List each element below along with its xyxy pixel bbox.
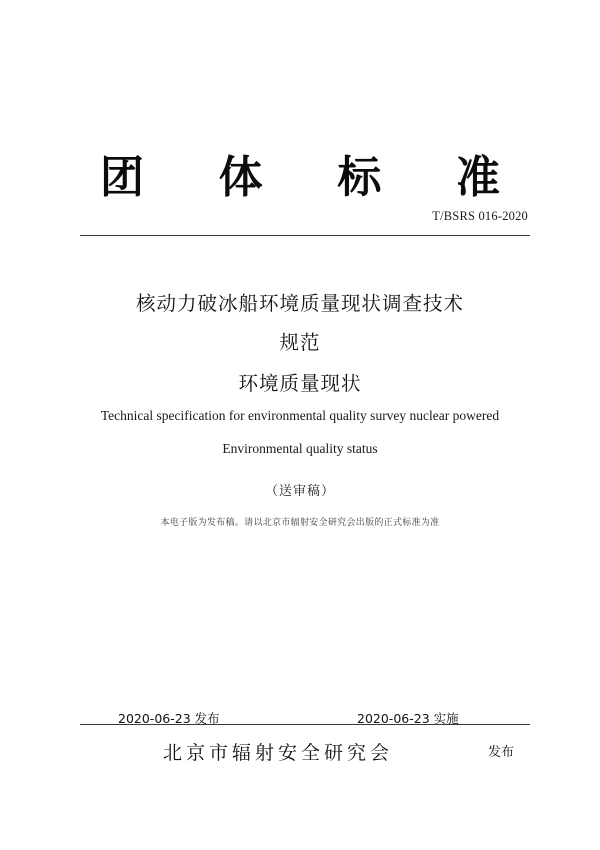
title-char: 体 [218, 152, 263, 203]
english-title-line-1: Technical specification for environmental quality survey nuclear powered [100, 408, 500, 423]
issue-date: 2020-06-23 发布 [118, 711, 220, 726]
top-divider [80, 235, 530, 236]
electronic-version-note: 本电子版为发布稿。请以北京市辐射安全研究会出版的正式标准为准 [160, 518, 440, 528]
bottom-divider [80, 724, 530, 725]
publish-label: 发布 [488, 745, 515, 760]
document-title-line-2: 规范 [279, 331, 321, 354]
title-char: 团 [100, 152, 144, 203]
standard-number: T/BSRS 016-2020 [432, 209, 528, 223]
title-char: 准 [455, 152, 500, 203]
title-char: 标 [337, 152, 382, 203]
publisher-name: 北京市辐射安全研究会 [163, 742, 394, 764]
document-category-title [100, 145, 500, 211]
draft-status-label: （送审稿） [264, 484, 335, 499]
implementation-date: 2020-06-23 实施 [357, 711, 459, 726]
english-title-line-2: Environmental quality status [222, 441, 378, 456]
document-subtitle: 环境质量现状 [238, 372, 362, 395]
document-title-line-1: 核动力破冰船环境质量现状调查技术 [135, 292, 464, 315]
